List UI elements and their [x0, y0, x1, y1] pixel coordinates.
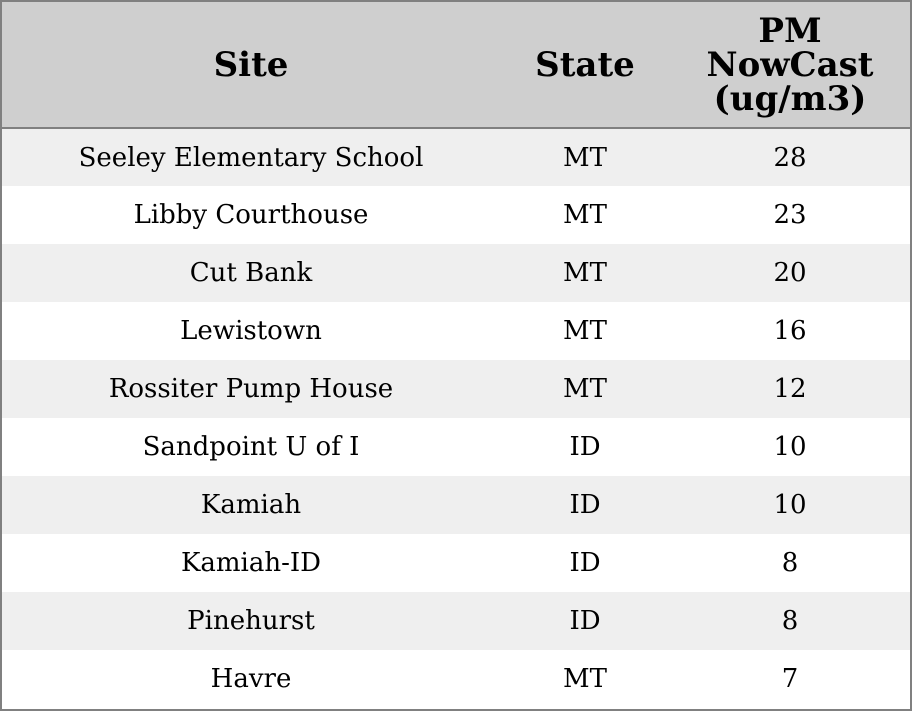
cell-state: ID — [569, 606, 601, 636]
header-pm-line-2: NowCast — [706, 44, 874, 85]
pm-nowcast-table — [2, 2, 910, 707]
header-pm-nowcast — [670, 2, 910, 128]
cell-site: Sandpoint U of I — [142, 432, 360, 462]
header-state: State — [500, 2, 670, 128]
table-row — [2, 650, 910, 707]
cell-pm-value: 23 — [773, 200, 807, 230]
header-pm-line-3: (ug/m3) — [713, 78, 867, 119]
table-row — [2, 302, 910, 360]
table-row — [2, 418, 910, 476]
table-row — [2, 476, 910, 534]
table-row — [2, 360, 910, 418]
cell-pm-value: 8 — [781, 548, 799, 578]
table-row — [2, 244, 910, 302]
cell-site: Kamiah — [200, 490, 302, 520]
cell-site: Seeley Elementary School — [78, 142, 424, 173]
header-site: Site — [2, 2, 500, 128]
cell-state: MT — [563, 258, 607, 288]
table-body — [2, 128, 910, 707]
table-row — [2, 186, 910, 244]
cell-pm-value: 7 — [781, 663, 799, 694]
table-row — [2, 534, 910, 592]
cell-state: MT — [563, 200, 607, 230]
table-row — [2, 592, 910, 650]
cell-state: ID — [569, 432, 601, 462]
cell-pm-value: 20 — [773, 258, 807, 288]
cell-site: Libby Courthouse — [133, 200, 369, 230]
cell-site: Cut Bank — [189, 258, 313, 288]
header-pm-line-1: PM — [758, 10, 822, 51]
header-row — [2, 2, 910, 128]
cell-state: ID — [569, 548, 601, 578]
cell-state: MT — [563, 663, 607, 694]
cell-pm-value: 10 — [773, 432, 807, 462]
cell-site: Havre — [210, 663, 292, 694]
cell-state: MT — [563, 316, 607, 346]
table-header — [2, 2, 910, 128]
cell-site: Lewistown — [180, 316, 322, 346]
cell-pm-value: 10 — [773, 490, 807, 520]
cell-site: Pinehurst — [187, 606, 315, 636]
cell-pm-value: 16 — [773, 316, 807, 346]
cell-pm-value: 28 — [773, 142, 807, 173]
table-row — [2, 128, 910, 186]
cell-pm-value: 8 — [781, 606, 799, 636]
cell-pm-value: 12 — [773, 374, 807, 404]
cell-state: ID — [569, 490, 601, 520]
cell-site: Kamiah-ID — [180, 548, 322, 578]
cell-state: MT — [563, 142, 607, 173]
cell-site: Rossiter Pump House — [108, 374, 394, 404]
cell-state: MT — [563, 374, 607, 404]
